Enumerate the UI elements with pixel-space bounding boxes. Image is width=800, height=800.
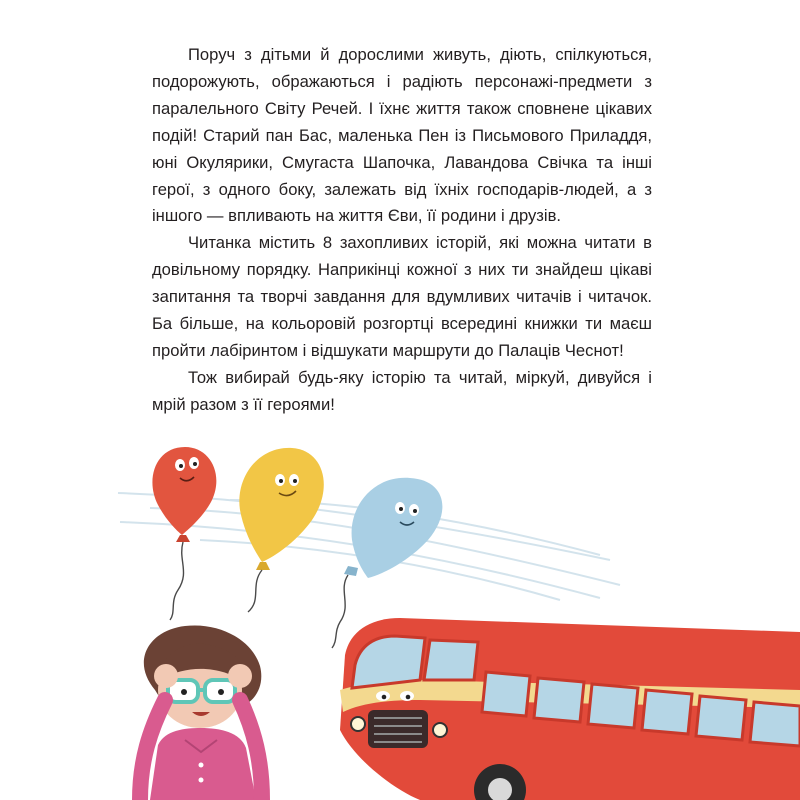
girl-character — [140, 625, 262, 800]
bus-headlight-left — [351, 717, 365, 731]
paragraph-3: Тож вибирай будь-яку історію та читай, міркуй, дивуйся і мрій разом з її героями! — [152, 367, 652, 414]
red-balloon — [152, 447, 216, 620]
red-bus — [340, 618, 800, 800]
paragraph-1: Поруч з дітьми й дорослими живуть, діють, спілкуються, подорожують, ображаються і радіють персонажі-предмети з паралельного Світу Речей. І їхнє життя також сповнене цікавих подій! Старий пан Бас, маленька Пен із Письмового Приладдя, юні Окулярики, Смугаста Шапочка, Лавандова Свічка та інші герої, з одного боку, залежать від їхніх господарів-людей, а з іншого — впливають на життя Єви, її родини і друзів. — [152, 45, 652, 226]
yellow-balloon — [239, 448, 323, 612]
paragraph-2: Читанка містить 8 захопливих історій, які можна читати в довільному порядку. Наприкінці кожної з них ти знайдеш цікаві запитання та творчі завдання для вдумливих читачів і читачок. Ба більше, на кольоровій розгортці всередині книжки ти маєш пройти лабіринтом і відшукати маршрути до Палаців Чеснот! — [152, 233, 652, 360]
bus-headlight-right — [433, 723, 447, 737]
